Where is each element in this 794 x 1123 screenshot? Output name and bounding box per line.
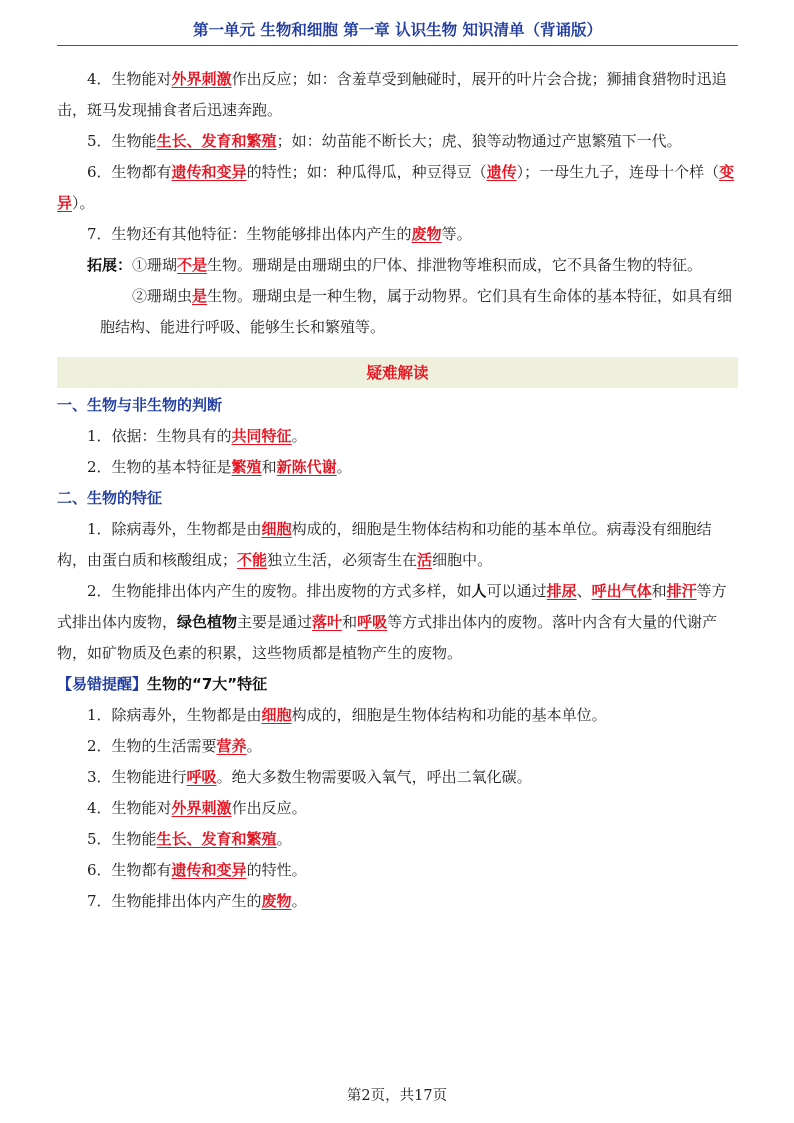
reminder-3: 3．生物能进行呼吸。绝大多数生物需要吸入氧气，呼出二氧化碳。 — [87, 768, 532, 786]
feature-5: 5．生物能生长、发育和繁殖；如：幼苗能不断长大；虎、狼等动物通过产崽繁殖下一代。 — [87, 132, 682, 150]
section-heading-2: 二、生物的特征 — [57, 489, 163, 507]
feature-7: 7．生物还有其他特征：生物能够排出体内产生的废物等。 — [87, 225, 472, 243]
page-header: 第一单元 生物和细胞 第一章 认识生物 知识清单（背诵版） — [192, 21, 603, 39]
reminder-2: 2．生物的生活需要营养。 — [87, 737, 262, 755]
main-content — [57, 64, 738, 917]
page-number: 第2页，共17页 — [346, 1088, 448, 1104]
reminder-7: 7．生物能排出体内产生的废物。 — [87, 892, 307, 910]
section-banner: 疑难解读 — [57, 357, 738, 388]
header-divider — [57, 45, 738, 46]
section-heading-1: 一、生物与非生物的判断 — [57, 396, 223, 414]
reminder-6: 6．生物都有遗传和变异的特性。 — [87, 861, 307, 879]
trait-2: 2．生物能排出体内产生的废物。排出废物的方式多样，如人可以通过排尿、呼出气体和排汗等方式排出体内废物，绿色植物主要是通过落叶和呼吸等方式排出体内的废物。落叶内含有大量的代谢产物，如矿物质及色素的积累，这些物质都是植物产生的废物。 — [57, 582, 727, 662]
judge-1: 1．依据：生物具有的共同特征。 — [87, 427, 307, 445]
trait-1: 1．除病毒外，生物都是由细胞构成的，细胞是生物体结构和功能的基本单位。病毒没有细胞结构，由蛋白质和核酸组成；不能独立生活，必须寄生在活细胞中。 — [57, 520, 712, 569]
reminder-1: 1．除病毒外，生物都是由细胞构成的，细胞是生物体结构和功能的基本单位。 — [87, 706, 607, 724]
feature-4: 4．生物能对外界刺激作出反应；如：含羞草受到触碰时，展开的叶片会合拢；狮捕食猎物时迅追击，斑马发现捕食者后迅速奔跑。 — [57, 70, 727, 119]
reminder-4: 4．生物能对外界刺激作出反应。 — [87, 799, 307, 817]
extension-1: 拓展：①珊瑚不是生物。珊瑚是由珊瑚虫的尸体、排泄物等堆积而成，它不具备生物的特征。 — [87, 256, 703, 274]
extension-2: ②珊瑚虫是生物。珊瑚虫是一种生物，属于动物界。它们具有生命体的基本特征，如具有细胞结构、能进行呼吸、能够生长和繁殖等。 — [100, 287, 733, 336]
section-heading-3: 【易错提醒】生物的“7大”特征 — [57, 675, 268, 693]
feature-6: 6．生物都有遗传和变异的特性；如：种瓜得瓜，种豆得豆（遗传）；一母生九子，连母十个样（变异）。 — [57, 163, 735, 212]
judge-2: 2．生物的基本特征是繁殖和新陈代谢。 — [87, 458, 352, 476]
reminder-5: 5．生物能生长、发育和繁殖。 — [87, 830, 292, 848]
